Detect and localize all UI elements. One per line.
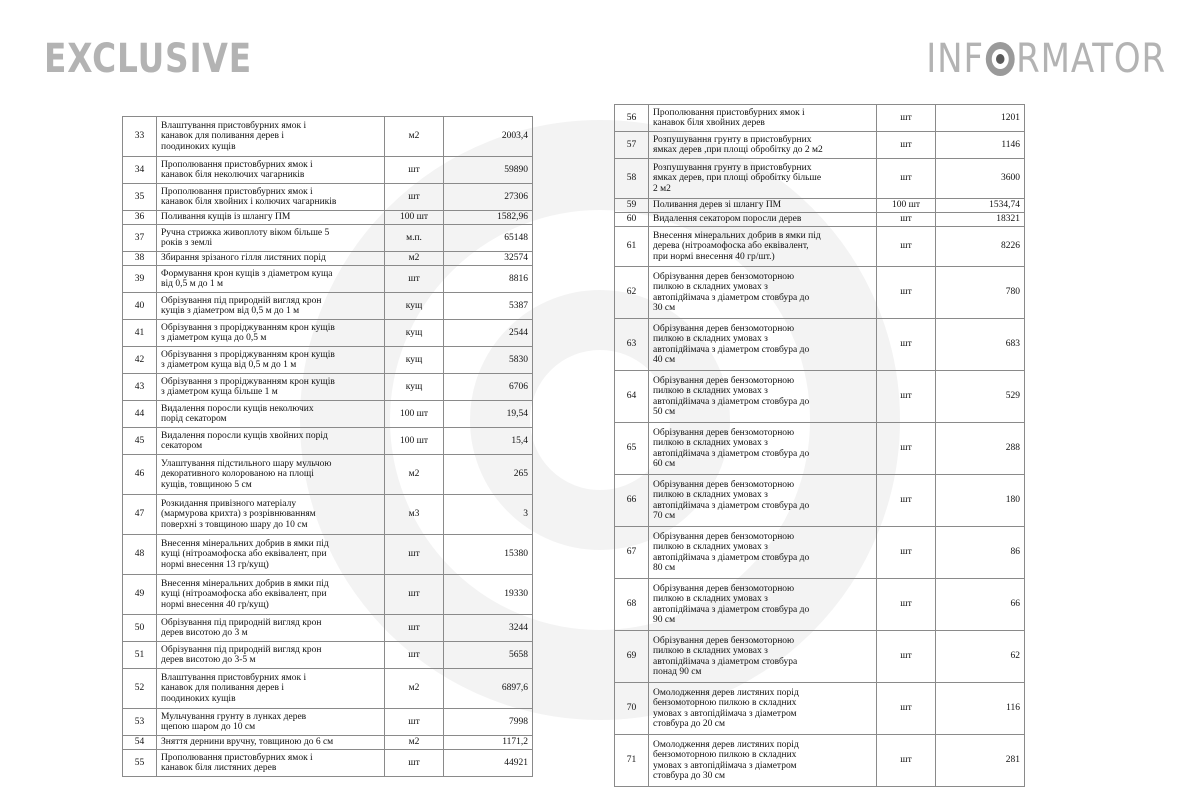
work-description: Обрізування дерев бензомоторною пилкою в складних умовах з автопідйімача з діаметром стовбура до 80 см bbox=[649, 527, 877, 579]
row-number: 68 bbox=[615, 579, 649, 631]
quantity: 27306 bbox=[444, 184, 533, 211]
table-row bbox=[123, 157, 533, 184]
table-row bbox=[615, 735, 1025, 787]
row-number: 52 bbox=[123, 669, 157, 709]
quantity: 5658 bbox=[444, 642, 533, 669]
unit-of-measure: шт bbox=[877, 683, 936, 735]
table-row bbox=[123, 225, 533, 252]
unit-of-measure: м2 bbox=[385, 736, 444, 750]
row-number: 36 bbox=[123, 211, 157, 225]
quantity: 15,4 bbox=[444, 428, 533, 455]
quantity: 8816 bbox=[444, 266, 533, 293]
quantity: 3244 bbox=[444, 615, 533, 642]
unit-of-measure: шт bbox=[877, 132, 936, 159]
table-row bbox=[123, 642, 533, 669]
row-number: 48 bbox=[123, 535, 157, 575]
work-description: Видалення секатором поросли дерев bbox=[649, 213, 877, 227]
table-row bbox=[615, 199, 1025, 213]
work-description: Влаштування пристовбурних ямок і канавок для поливання дерев і поодиноких кущів bbox=[157, 117, 385, 157]
quantity: 281 bbox=[936, 735, 1025, 787]
work-description: Ручна стрижка живоплоту віком більше 5 років з землі bbox=[157, 225, 385, 252]
unit-of-measure: шт bbox=[385, 266, 444, 293]
quantity: 65148 bbox=[444, 225, 533, 252]
row-number: 63 bbox=[615, 319, 649, 371]
quantity: 7998 bbox=[444, 709, 533, 736]
row-number: 59 bbox=[615, 199, 649, 213]
unit-of-measure: шт bbox=[385, 157, 444, 184]
work-description: Обрізування дерев бензомоторною пилкою в складних умовах з автопідйімача з діаметром стовбура до 90 см bbox=[649, 579, 877, 631]
work-description: Формування крон кущів з діаметром куща від 0,5 м до 1 м bbox=[157, 266, 385, 293]
table-row bbox=[615, 527, 1025, 579]
quantity: 19,54 bbox=[444, 401, 533, 428]
row-number: 35 bbox=[123, 184, 157, 211]
table-row bbox=[615, 475, 1025, 527]
quantity: 180 bbox=[936, 475, 1025, 527]
work-description: Внесення мінеральних добрив в ямки під кущі (нітроамофоска або еквівалент, при нормі внесення 40 гр/кущ) bbox=[157, 575, 385, 615]
unit-of-measure: шт bbox=[877, 579, 936, 631]
table-row bbox=[615, 105, 1025, 132]
row-number: 39 bbox=[123, 266, 157, 293]
quantity: 2003,4 bbox=[444, 117, 533, 157]
informator-logo bbox=[926, 36, 1166, 82]
work-description: Прополювання пристовбурних ямок і канавок біля неколючих чагарників bbox=[157, 157, 385, 184]
quantity: 1534,74 bbox=[936, 199, 1025, 213]
row-number: 37 bbox=[123, 225, 157, 252]
row-number: 47 bbox=[123, 495, 157, 535]
unit-of-measure: шт bbox=[385, 750, 444, 777]
table-row bbox=[123, 347, 533, 374]
quantity: 1582,96 bbox=[444, 211, 533, 225]
row-number: 46 bbox=[123, 455, 157, 495]
unit-of-measure: кущ bbox=[385, 374, 444, 401]
table-row bbox=[123, 428, 533, 455]
table-row bbox=[123, 184, 533, 211]
unit-of-measure: шт bbox=[385, 709, 444, 736]
unit-of-measure: м2 bbox=[385, 455, 444, 495]
table-row bbox=[123, 535, 533, 575]
logo-text-start: INF bbox=[926, 36, 984, 82]
table-row bbox=[615, 159, 1025, 199]
unit-of-measure: кущ bbox=[385, 320, 444, 347]
table-row bbox=[615, 227, 1025, 267]
quantity: 288 bbox=[936, 423, 1025, 475]
table-row bbox=[123, 211, 533, 225]
work-description: Обрізування під природній вигляд крон дерев висотою до 3 м bbox=[157, 615, 385, 642]
quantity: 3600 bbox=[936, 159, 1025, 199]
work-description: Обрізування дерев бензомоторною пилкою в складних умовах з автопідйімача з діаметром стовбура до 60 см bbox=[649, 423, 877, 475]
row-number: 69 bbox=[615, 631, 649, 683]
row-number: 51 bbox=[123, 642, 157, 669]
unit-of-measure: шт bbox=[385, 575, 444, 615]
work-description: Збирання зрізаного гілля листяних порід bbox=[157, 252, 385, 266]
quantity: 3 bbox=[444, 495, 533, 535]
table-row bbox=[123, 709, 533, 736]
quantity: 265 bbox=[444, 455, 533, 495]
table-row bbox=[615, 371, 1025, 423]
unit-of-measure: шт bbox=[877, 213, 936, 227]
work-description: Поливання дерев зі шлангу ПМ bbox=[649, 199, 877, 213]
work-description: Обрізування дерев бензомоторною пилкою в складних умовах з автопідйімача з діаметром стовбура до 70 см bbox=[649, 475, 877, 527]
quantity: 529 bbox=[936, 371, 1025, 423]
work-description: Омолодження дерев листяних порід бензомоторною пилкою в складних умовах з автопідйімача з діаметром стовбура до 30 см bbox=[649, 735, 877, 787]
work-description: Прополювання пристовбурних ямок і канавок біля хвойних і колючих чагарників bbox=[157, 184, 385, 211]
quantity: 683 bbox=[936, 319, 1025, 371]
quantity: 5387 bbox=[444, 293, 533, 320]
row-number: 41 bbox=[123, 320, 157, 347]
quantity: 32574 bbox=[444, 252, 533, 266]
work-description: Обрізування з проріджуванням крон кущів з діаметром куща до 0,5 м bbox=[157, 320, 385, 347]
table-row bbox=[123, 117, 533, 157]
works-table-right bbox=[614, 104, 1025, 787]
row-number: 42 bbox=[123, 347, 157, 374]
unit-of-measure: шт bbox=[385, 615, 444, 642]
quantity: 86 bbox=[936, 527, 1025, 579]
row-number: 43 bbox=[123, 374, 157, 401]
row-number: 33 bbox=[123, 117, 157, 157]
row-number: 66 bbox=[615, 475, 649, 527]
row-number: 61 bbox=[615, 227, 649, 267]
quantity: 780 bbox=[936, 267, 1025, 319]
row-number: 50 bbox=[123, 615, 157, 642]
table-row bbox=[615, 423, 1025, 475]
exclusive-logo: EXCLUSIVE bbox=[44, 36, 252, 82]
unit-of-measure: м2 bbox=[385, 669, 444, 709]
quantity: 66 bbox=[936, 579, 1025, 631]
unit-of-measure: кущ bbox=[385, 347, 444, 374]
quantity: 1201 bbox=[936, 105, 1025, 132]
quantity: 18321 bbox=[936, 213, 1025, 227]
work-description: Обрізування дерев бензомоторною пилкою в складних умовах з автопідйімача з діаметром стовбура понад 90 см bbox=[649, 631, 877, 683]
unit-of-measure: шт bbox=[385, 535, 444, 575]
work-description: Видалення поросли кущів хвойних порід секатором bbox=[157, 428, 385, 455]
row-number: 54 bbox=[123, 736, 157, 750]
table-row bbox=[123, 736, 533, 750]
table-row bbox=[615, 579, 1025, 631]
table-row bbox=[123, 293, 533, 320]
table-row bbox=[615, 132, 1025, 159]
unit-of-measure: шт bbox=[385, 642, 444, 669]
work-description: Розкидання привізного матеріалу (мармурова крихта) з розрівнюванням поверхні з товщиною шару до 10 см bbox=[157, 495, 385, 535]
row-number: 62 bbox=[615, 267, 649, 319]
table-row bbox=[123, 495, 533, 535]
unit-of-measure: шт bbox=[877, 423, 936, 475]
quantity: 62 bbox=[936, 631, 1025, 683]
row-number: 45 bbox=[123, 428, 157, 455]
unit-of-measure: 100 шт bbox=[385, 401, 444, 428]
unit-of-measure: шт bbox=[877, 105, 936, 132]
work-description: Мульчування грунту в лунках дерев щепою шаром до 10 см bbox=[157, 709, 385, 736]
works-table-left bbox=[122, 116, 533, 777]
table-row bbox=[123, 266, 533, 293]
work-description: Обрізування дерев бензомоторною пилкою в складних умовах з автопідйімача з діаметром стовбура до 30 см bbox=[649, 267, 877, 319]
table-row bbox=[123, 252, 533, 266]
table-row bbox=[123, 575, 533, 615]
unit-of-measure: м3 bbox=[385, 495, 444, 535]
row-number: 55 bbox=[123, 750, 157, 777]
quantity: 15380 bbox=[444, 535, 533, 575]
unit-of-measure: шт bbox=[877, 371, 936, 423]
row-number: 49 bbox=[123, 575, 157, 615]
row-number: 57 bbox=[615, 132, 649, 159]
work-description: Омолодження дерев листяних порід бензомоторною пилкою в складних умовах з автопідйімача з діаметром стовбура до 20 см bbox=[649, 683, 877, 735]
unit-of-measure: м2 bbox=[385, 117, 444, 157]
work-description: Обрізування з проріджуванням крон кущів з діаметром куща від 0,5 м до 1 м bbox=[157, 347, 385, 374]
quantity: 44921 bbox=[444, 750, 533, 777]
work-description: Улаштування підстильного шару мульчою декоративного колорованою на площі кущів, товщиною 5 см bbox=[157, 455, 385, 495]
work-description: Зняття дернини вручну, товщиною до 6 см bbox=[157, 736, 385, 750]
work-description: Прополювання пристовбурних ямок і канавок біля хвойних дерев bbox=[649, 105, 877, 132]
work-description: Розпушування грунту в пристовбурних ямках дерев, при площі обробітку більше 2 м2 bbox=[649, 159, 877, 199]
work-description: Поливання кущів із шлангу ПМ bbox=[157, 211, 385, 225]
eye-icon bbox=[986, 42, 1015, 76]
unit-of-measure: шт bbox=[385, 184, 444, 211]
unit-of-measure: шт bbox=[877, 735, 936, 787]
work-description: Розпушування грунту в пристовбурних ямках дерев ,при площі обробітку до 2 м2 bbox=[649, 132, 877, 159]
table-row bbox=[123, 669, 533, 709]
unit-of-measure: 100 шт bbox=[385, 428, 444, 455]
row-number: 58 bbox=[615, 159, 649, 199]
table-row bbox=[615, 683, 1025, 735]
row-number: 38 bbox=[123, 252, 157, 266]
unit-of-measure: кущ bbox=[385, 293, 444, 320]
table-row bbox=[615, 319, 1025, 371]
row-number: 64 bbox=[615, 371, 649, 423]
unit-of-measure: шт bbox=[877, 159, 936, 199]
row-number: 71 bbox=[615, 735, 649, 787]
unit-of-measure: шт bbox=[877, 319, 936, 371]
unit-of-measure: 100 шт bbox=[877, 199, 936, 213]
logo-text-end: RMATOR bbox=[1016, 36, 1166, 82]
row-number: 53 bbox=[123, 709, 157, 736]
quantity: 8226 bbox=[936, 227, 1025, 267]
table-row bbox=[615, 267, 1025, 319]
unit-of-measure: шт bbox=[877, 267, 936, 319]
work-description: Обрізування дерев бензомоторною пилкою в складних умовах з автопідйімача з діаметром стовбура до 50 см bbox=[649, 371, 877, 423]
table-row bbox=[123, 401, 533, 428]
table-row bbox=[123, 615, 533, 642]
unit-of-measure: шт bbox=[877, 227, 936, 267]
work-description: Обрізування з проріджуванням крон кущів з діаметром куща більше 1 м bbox=[157, 374, 385, 401]
row-number: 56 bbox=[615, 105, 649, 132]
work-description: Влаштування пристовбурних ямок і канавок для поливання дерев і поодиноких кущів bbox=[157, 669, 385, 709]
row-number: 40 bbox=[123, 293, 157, 320]
work-description: Прополювання пристовбурних ямок і канавок біля листяних дерев bbox=[157, 750, 385, 777]
unit-of-measure: шт bbox=[877, 631, 936, 683]
unit-of-measure: шт bbox=[877, 527, 936, 579]
row-number: 67 bbox=[615, 527, 649, 579]
row-number: 34 bbox=[123, 157, 157, 184]
quantity: 1146 bbox=[936, 132, 1025, 159]
quantity: 116 bbox=[936, 683, 1025, 735]
quantity: 2544 bbox=[444, 320, 533, 347]
quantity: 6706 bbox=[444, 374, 533, 401]
table-row bbox=[123, 320, 533, 347]
work-description: Обрізування дерев бензомоторною пилкою в складних умовах з автопідйімача з діаметром стовбура до 40 см bbox=[649, 319, 877, 371]
unit-of-measure: 100 шт bbox=[385, 211, 444, 225]
unit-of-measure: шт bbox=[877, 475, 936, 527]
row-number: 44 bbox=[123, 401, 157, 428]
unit-of-measure: м.п. bbox=[385, 225, 444, 252]
work-description: Обрізування під природній вигляд крон дерев висотою до 3-5 м bbox=[157, 642, 385, 669]
quantity: 1171,2 bbox=[444, 736, 533, 750]
unit-of-measure: м2 bbox=[385, 252, 444, 266]
row-number: 60 bbox=[615, 213, 649, 227]
table-row bbox=[123, 455, 533, 495]
row-number: 70 bbox=[615, 683, 649, 735]
work-description: Внесення мінеральних добрив в ямки під кущі (нітроамофоска або еквівалент, при нормі внесення 13 гр/кущ) bbox=[157, 535, 385, 575]
quantity: 5830 bbox=[444, 347, 533, 374]
table-row bbox=[615, 631, 1025, 683]
quantity: 6897,6 bbox=[444, 669, 533, 709]
row-number: 65 bbox=[615, 423, 649, 475]
table-row bbox=[123, 374, 533, 401]
work-description: Видалення поросли кущів неколючих порід секатором bbox=[157, 401, 385, 428]
work-description: Обрізування під природній вигляд крон кущів з діаметром від 0,5 м до 1 м bbox=[157, 293, 385, 320]
quantity: 19330 bbox=[444, 575, 533, 615]
work-description: Внесення мінеральних добрив в ямки під дерева (нітроамофоска або еквівалент, при нормі внесення 40 гр/шт.) bbox=[649, 227, 877, 267]
quantity: 59890 bbox=[444, 157, 533, 184]
table-row bbox=[123, 750, 533, 777]
table-row bbox=[615, 213, 1025, 227]
